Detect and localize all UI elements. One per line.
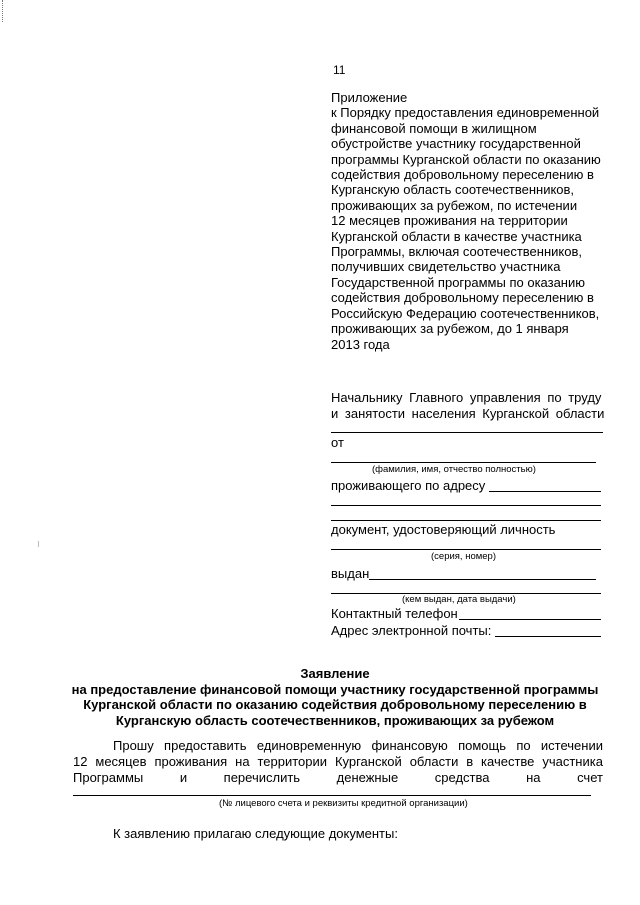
appendix-line: 2013 года [331,336,390,352]
scan-edge-mark [2,0,5,22]
page-number: 11 [333,63,346,77]
request-line-2 [73,754,603,770]
appendix-line: к Порядку предоставления единовременной [331,105,600,121]
appendix-line: обустройстве участнику государственной [331,136,581,152]
appendix-block [331,90,611,352]
title-line-1: Заявление [300,666,370,681]
request-line-3 [73,770,603,786]
addressee-line-1: Начальнику Главного управления по труду [331,390,602,405]
request-paragraph [73,738,603,786]
paragraph-word: области [409,754,459,769]
paragraph-word: единовременную [256,738,362,753]
addressee-line-2: и занятости населения Курганской области [331,406,605,421]
paragraph-word: в [466,754,474,769]
id-document-label: документ, удостоверяющий личность [331,522,556,537]
email-field[interactable] [495,636,601,637]
address-label: проживающего по адресу [331,478,486,493]
appendix-line: финансовой помощи в жилищном [331,120,537,136]
series-caption: (серия, номер) [431,551,497,562]
application-title [40,666,630,728]
paragraph-word: 12 [73,754,88,769]
paragraph-word: проживания [154,754,228,769]
account-caption: (№ лицевого счета и реквизиты кредитной организации) [219,798,468,809]
paragraph-word: Программы [73,770,144,785]
fio-caption: (фамилия, имя, отчество полностью) [372,464,536,475]
email-label: Адрес электронной почты: [331,623,492,638]
address-field-line-3[interactable] [331,520,601,521]
paragraph-word: участника [542,754,603,769]
address-field-line-2[interactable] [331,505,601,506]
id-series-number-field[interactable] [331,549,601,550]
paragraph-word: финансовую [371,738,448,753]
paragraph-word: помощь [458,738,506,753]
appendix-line: Государственной программы по оказанию [331,274,586,290]
paragraph-word: месяцев [95,754,147,769]
phone-label: Контактный телефон [331,606,458,621]
appendix-line: 12 месяцев проживания на территории [331,213,568,229]
request-line-1 [73,738,603,754]
appendix-line: получивших свидетельство участника [331,259,561,275]
title-line-4: Курганскую область соотечественников, проживающих за рубежом [115,712,555,728]
appendix-line: проживающих за рубежом, по истечении [331,197,578,213]
account-field[interactable] [73,795,591,796]
appendix-line: содействия добровольному переселению в [331,167,594,183]
paragraph-word: и [179,770,188,785]
paragraph-word: счет [577,770,603,785]
paragraph-word: на [235,754,250,769]
issued-caption: (кем выдан, дата выдачи) [402,594,516,605]
appendix-line: проживающих за рубежом, до 1 января [331,321,569,337]
address-field[interactable] [489,491,601,492]
fio-field[interactable] [331,462,596,463]
attachments-label: К заявлению прилагаю следующие документы: [113,826,398,841]
paragraph-word: Прошу [113,738,154,753]
phone-field[interactable] [459,619,601,620]
appendix-line: Курганской области в качестве участника [331,228,582,244]
appendix-line: Приложение [331,90,408,105]
appendix-line: Курганскую область соотечественников, [331,182,575,198]
paragraph-word: территории [257,754,328,769]
paragraph-word: денежные [336,770,399,785]
paragraph-word: качестве [481,754,535,769]
issued-by-field[interactable] [369,579,596,580]
issued-label: выдан [331,566,370,581]
appendix-line: содействия добровольному переселению в [331,290,594,306]
from-label: от [331,435,344,450]
title-line-2: на предоставление финансовой помощи участнику государственной программы [71,681,599,697]
paragraph-word: истечении [540,738,603,753]
addressee-underline [331,432,603,433]
appendix-line: Программы, включая соотечественников, [331,244,582,260]
scan-speck [38,541,39,547]
paragraph-word: средства [434,770,490,785]
paragraph-word: на [526,770,541,785]
paragraph-word: перечислить [223,770,301,785]
title-line-3: Курганской области по оказанию содействия добровольному переселению в [83,697,587,712]
paragraph-word: по [516,738,531,753]
appendix-line: программы Курганской области по оказанию [331,151,601,167]
addressee-block [331,390,603,422]
paragraph-word: Курганской [334,754,402,769]
paragraph-word: предоставить [164,738,247,753]
appendix-line: Российскую Федерацию соотечественников, [331,305,600,321]
